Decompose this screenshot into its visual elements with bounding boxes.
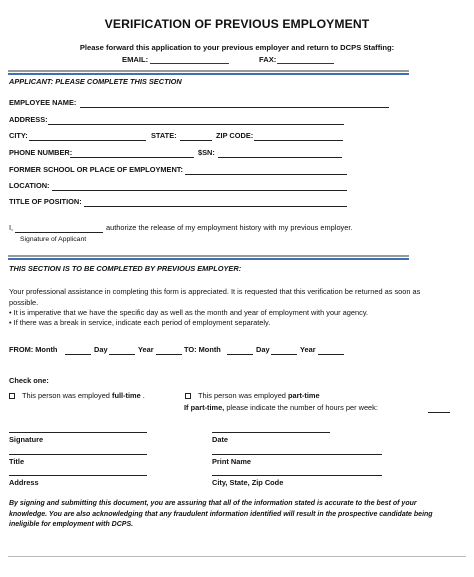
divider <box>8 73 409 75</box>
signature-caption: Signature of Applicant <box>20 236 87 243</box>
to-year-field[interactable] <box>318 354 344 355</box>
from-day-field[interactable] <box>109 354 135 355</box>
title-position-label: TITLE OF POSITION: <box>9 197 82 206</box>
from-month-label: FROM: Month <box>9 345 58 354</box>
parttime-hours-label <box>184 404 378 413</box>
former-school-field[interactable] <box>185 174 347 175</box>
email-field[interactable] <box>150 63 229 64</box>
phone-label: PHONE NUMBER: <box>9 148 73 157</box>
date-label: Date <box>212 435 229 444</box>
employer-paragraph: Your professional assistance in completing this form is appreciated. It is requested that this verification be returned as soon as possible. <box>9 287 421 307</box>
fulltime-option[interactable] <box>9 392 145 401</box>
fulltime-checkbox[interactable] <box>9 393 15 399</box>
email-label: EMAIL: <box>122 55 149 64</box>
city-state-zip-label: City, State, Zip Code <box>212 478 284 487</box>
address-field[interactable] <box>48 124 344 125</box>
authorization-prefix: I, <box>9 223 14 232</box>
fax-field[interactable] <box>277 63 334 64</box>
page-title: VERIFICATION OF PREVIOUS EMPLOYMENT <box>104 17 370 31</box>
disclaimer-text: By signing and submitting this document, you are assuring that all of the information stated is accurate to the best of your knowledge. You are also acknowledging that any fraudulent information identified will result in the prospective candidate being ineligible for employment with DCPS. <box>9 500 433 528</box>
state-label: STATE: <box>151 131 177 140</box>
parttime-checkbox[interactable] <box>185 393 191 399</box>
address-label: ADDRESS: <box>9 115 48 124</box>
parttime-if-bold: If part-time, <box>184 403 225 412</box>
fulltime-suffix: . <box>142 391 145 400</box>
fulltime-prefix: This person was employed <box>22 391 110 400</box>
fulltime-bold: full-time <box>111 391 141 400</box>
ssn-label: $SN: <box>198 148 215 157</box>
title-position-field[interactable] <box>84 206 347 207</box>
to-month-label: TO: Month <box>184 345 221 354</box>
employer-bullet-1: • It is imperative that we have the specific day as well as the month and year of employment with your agency. <box>9 308 369 317</box>
signature-label: Signature <box>9 435 44 444</box>
instructions-text: Please forward this application to your previous employer and return to DCPS Staffing: <box>79 43 395 52</box>
parttime-bold: part-time <box>287 391 320 400</box>
employer-address-field[interactable] <box>9 475 147 476</box>
fax-label: FAX: <box>259 55 277 64</box>
zip-label: ZIP CODE: <box>216 131 254 140</box>
date-field[interactable] <box>212 432 330 433</box>
to-month-field[interactable] <box>227 354 253 355</box>
title-field[interactable] <box>9 454 147 455</box>
zip-field[interactable] <box>254 140 343 141</box>
applicant-signature-field[interactable] <box>15 232 103 233</box>
ssn-field[interactable] <box>218 157 342 158</box>
employee-name-field[interactable] <box>80 107 389 108</box>
to-day-label: Day <box>256 345 270 354</box>
divider <box>8 258 409 260</box>
check-one-label: Check one: <box>9 376 49 385</box>
employer-bullet-2: • If there was a break in service, indicate each period of employment separately. <box>9 318 271 327</box>
title-label: Title <box>9 457 25 466</box>
state-field[interactable] <box>180 140 212 141</box>
parttime-hours-field[interactable] <box>428 412 450 413</box>
authorization-text: authorize the release of my employment history with my previous employer. <box>106 223 353 232</box>
divider <box>8 255 409 257</box>
from-day-label: Day <box>94 345 108 354</box>
city-field[interactable] <box>29 140 146 141</box>
from-year-label: Year <box>138 345 154 354</box>
to-year-label: Year <box>300 345 316 354</box>
signature-field[interactable] <box>9 432 147 433</box>
parttime-prefix: This person was employed <box>198 391 286 400</box>
location-label: LOCATION: <box>9 181 50 190</box>
employer-section-heading: THIS SECTION IS TO BE COMPLETED BY PREVIOUS EMPLOYER: <box>9 264 242 273</box>
employer-address-label: Address <box>9 478 39 487</box>
from-month-field[interactable] <box>65 354 91 355</box>
city-label: CITY: <box>9 131 28 140</box>
parttime-option[interactable] <box>185 392 320 401</box>
parttime-if-rest: please indicate the number of hours per week: <box>226 403 378 412</box>
former-school-label: FORMER SCHOOL OR PLACE OF EMPLOYMENT: <box>9 165 183 174</box>
print-name-label: Print Name <box>212 457 252 466</box>
location-field[interactable] <box>52 190 347 191</box>
city-state-zip-field[interactable] <box>212 475 382 476</box>
applicant-section-heading: APPLICANT: PLEASE COMPLETE THIS SECTION <box>9 77 182 86</box>
employee-name-label: EMPLOYEE NAME: <box>9 98 77 107</box>
divider <box>8 70 409 72</box>
phone-field[interactable] <box>70 157 194 158</box>
to-day-field[interactable] <box>271 354 297 355</box>
bottom-rule <box>8 556 466 557</box>
from-year-field[interactable] <box>156 354 182 355</box>
print-name-field[interactable] <box>212 454 382 455</box>
